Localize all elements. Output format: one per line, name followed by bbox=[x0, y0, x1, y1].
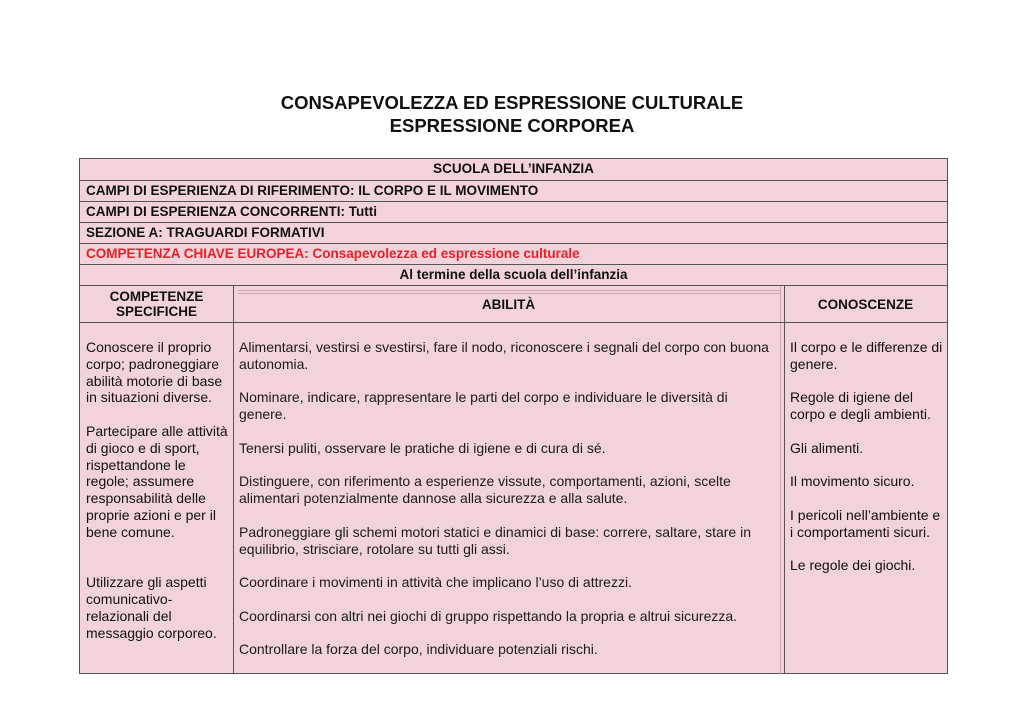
row-sezione: SEZIONE A: TRAGUARDI FORMATIVI bbox=[80, 223, 947, 244]
conoscenza-item: Il movimento sicuro. bbox=[790, 473, 915, 490]
curriculum-table bbox=[79, 158, 948, 674]
competenza-item: Partecipare alle attività di gioco e di sport, rispettandone le regole; assumere responsabilità delle proprie azioni e per il bene comune. bbox=[86, 422, 228, 540]
document-title: CONSAPEVOLEZZA ED ESPRESSIONE CULTURALE bbox=[280, 92, 744, 113]
document-subtitle: ESPRESSIONE CORPOREA bbox=[389, 115, 635, 136]
abilita-item: Padroneggiare gli schemi motori statici e dinamici di base: correre, saltare, stare in equilibrio, strisciare, rotolare su tutti gli assi. bbox=[239, 523, 752, 557]
abilita-cell bbox=[239, 339, 779, 658]
abilita-item: Distinguere, con riferimento a esperienze vissute, comportamenti, azioni, scelte alimentari potenzialmente dannose alla sicurezza e alla salute. bbox=[239, 473, 731, 507]
competenze-cell bbox=[86, 339, 231, 641]
header-competenze bbox=[80, 286, 233, 322]
competenza-item: Utilizzare gli aspetti comunicativo-relazionali del messaggio corporeo. bbox=[86, 574, 217, 641]
row-campi-riferimento: CAMPI DI ESPERIENZA DI RIFERIMENTO: IL CORPO E IL MOVIMENTO bbox=[80, 181, 947, 202]
column-divider bbox=[233, 286, 234, 674]
abilita-item: Controllare la forza del corpo, individuare potenziali rischi. bbox=[239, 641, 598, 658]
column-divider bbox=[784, 286, 785, 674]
header-conoscenze bbox=[784, 286, 947, 322]
abilita-item: Tenersi puliti, osservare le pratiche di igiene e di cura di sé. bbox=[239, 439, 606, 456]
conoscenza-item: Regole di igiene del corpo e degli ambienti. bbox=[790, 389, 931, 423]
row-al-termine: Al termine della scuola dell’infanzia bbox=[80, 265, 947, 286]
conoscenza-item: Le regole dei giochi. bbox=[790, 557, 916, 574]
abilita-item: Alimentarsi, vestirsi e svestirsi, fare il nodo, riconoscere i segnali del corpo con buona autonomia. bbox=[239, 339, 769, 372]
header-abilita-label: ABILITÀ bbox=[481, 296, 536, 312]
conoscenza-item: Il corpo e le differenze di genere. bbox=[790, 339, 943, 372]
abilita-item: Coordinare i movimenti in attività che implicano l’uso di attrezzi. bbox=[239, 574, 632, 591]
header-competenze-label: COMPETENZE SPECIFICHE bbox=[109, 289, 204, 319]
header-abilita bbox=[233, 286, 784, 322]
conoscenza-item: I pericoli nell’ambiente e i comportamenti sicuri. bbox=[790, 506, 941, 540]
row-campi-concorrenti: CAMPI DI ESPERIENZA CONCORRENTI: Tutti bbox=[80, 202, 947, 223]
header-divider bbox=[80, 322, 947, 323]
conoscenze-cell bbox=[790, 339, 945, 574]
header-conoscenze-label: CONOSCENZE bbox=[817, 296, 914, 312]
column-inner-divider bbox=[780, 286, 781, 674]
abilita-item: Coordinarsi con altri nei giochi di gruppo rispettando la propria e altrui sicurezza. bbox=[239, 607, 738, 624]
row-competenza-chiave: COMPETENZA CHIAVE EUROPEA: Consapevolezza ed espressione culturale bbox=[80, 244, 947, 265]
conoscenza-item: Gli alimenti. bbox=[790, 439, 864, 456]
competenza-item: Conoscere il proprio corpo; padroneggiare abilità motorie di base in situazioni diverse. bbox=[86, 339, 223, 406]
abilita-item: Nominare, indicare, rappresentare le parti del corpo e individuare le diversità di genere. bbox=[239, 389, 728, 423]
row-school-level: SCUOLA DELL’INFANZIA bbox=[80, 159, 947, 181]
